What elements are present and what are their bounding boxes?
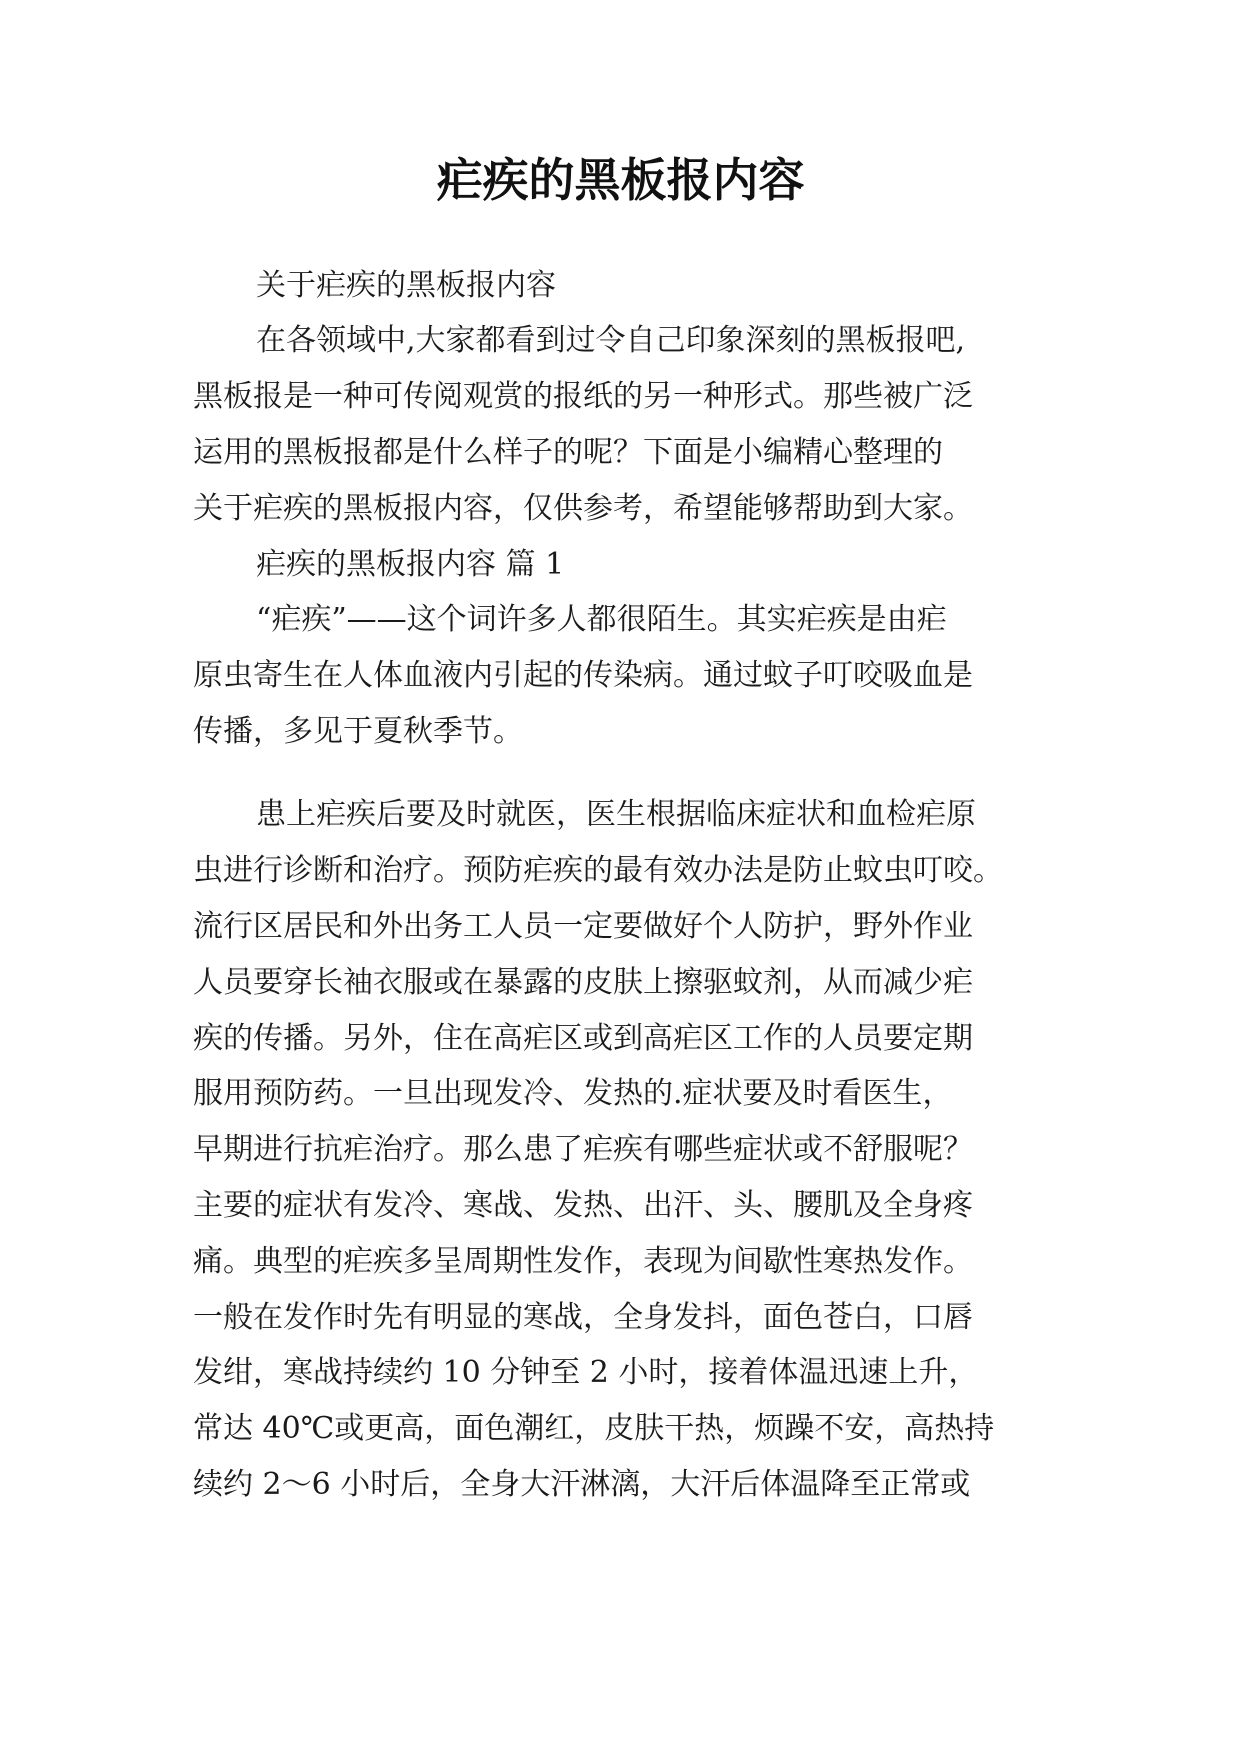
- text-line: 常达 40℃或更高，面色潮红，皮肤干热，烦躁不安，高热持: [193, 1411, 995, 1446]
- text-line: 原虫寄生在人体血液内引起的传染病。通过蚊子叮咬吸血是: [193, 658, 973, 693]
- text-line: 痛。典型的疟疾多呈周期性发作，表现为间歇性寒热发作。: [193, 1244, 973, 1279]
- text-line: 主要的症状有发冷、寒战、发热、出汗、头、腰肌及全身疼: [193, 1188, 973, 1223]
- text-line: “疟疾”——这个词许多人都很陌生。其实疟疾是由疟: [256, 602, 947, 637]
- document-title: 疟疾的黑板报内容: [436, 153, 805, 207]
- text-line: 人员要穿长袖衣服或在暴露的皮肤上擦驱蚊剂，从而减少疟: [193, 965, 973, 1000]
- text-line: 黑板报是一种可传阅观赏的报纸的另一种形式。那些被广泛: [193, 379, 973, 414]
- text-line: 早期进行抗疟治疗。那么患了疟疾有哪些症状或不舒服呢？: [193, 1132, 973, 1167]
- text-line: 疾的传播。另外，住在高疟区或到高疟区工作的人员要定期: [193, 1021, 973, 1056]
- text-line: 在各领域中,大家都看到过令自己印象深刻的黑板报吧,: [256, 323, 966, 358]
- text-line: 患上疟疾后要及时就医，医生根据临床症状和血检疟原: [256, 797, 976, 832]
- text-line: 一般在发作时先有明显的寒战，全身发抖，面色苍白，口唇: [193, 1300, 973, 1335]
- section-heading: 疟疾的黑板报内容 篇 1: [256, 547, 565, 582]
- text-line: 续约 2～6 小时后，全身大汗淋漓，大汗后体温降至正常或: [193, 1467, 971, 1502]
- text-line: 虫进行诊断和治疗。预防疟疾的最有效办法是防止蚊虫叮咬。: [193, 853, 1003, 888]
- text-line: 传播，多见于夏秋季节。: [193, 714, 523, 749]
- text-line: 发绀，寒战持续约 10 分钟至 2 小时，接着体温迅速上升，: [193, 1355, 979, 1390]
- text-line: 运用的黑板报都是什么样子的呢？下面是小编精心整理的: [193, 435, 943, 470]
- text-line: 关于疟疾的黑板报内容: [256, 268, 556, 303]
- text-line: 服用预防药。一旦出现发冷、发热的.症状要及时看医生，: [193, 1076, 953, 1111]
- text-line: 关于疟疾的黑板报内容，仅供参考，希望能够帮助到大家。: [193, 491, 973, 526]
- text-line: 流行区居民和外出务工人员一定要做好个人防护，野外作业: [193, 909, 973, 944]
